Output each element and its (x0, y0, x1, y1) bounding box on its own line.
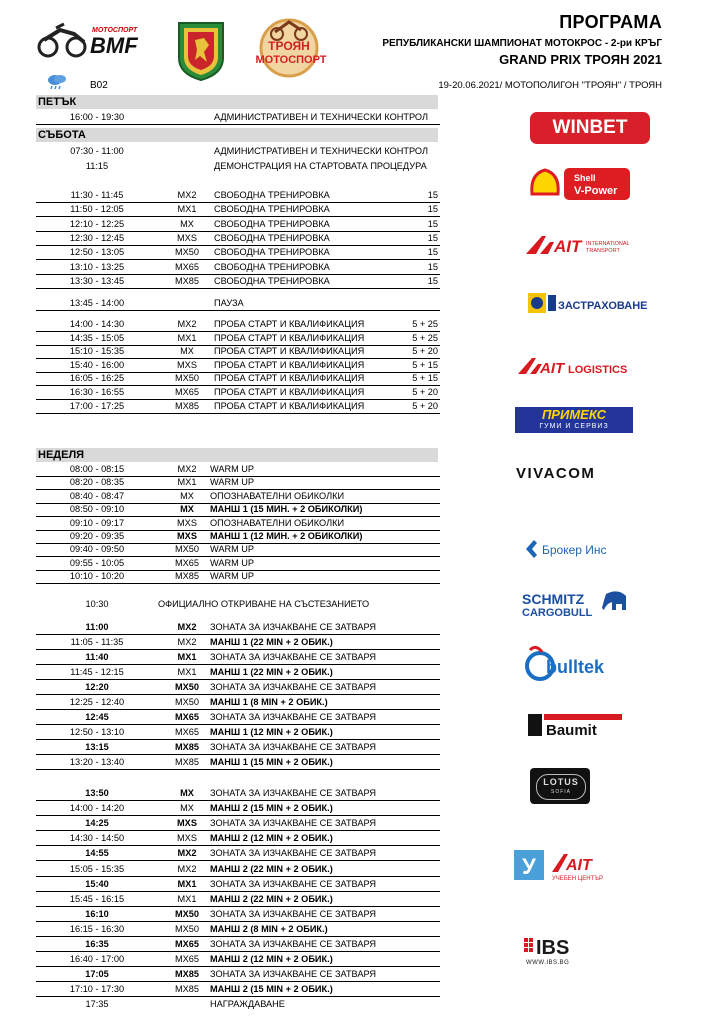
baumit-text: Baumit (546, 722, 597, 739)
cell-class: MX65 (174, 712, 199, 722)
cell-desc: ДЕМОНСТРАЦИЯ НА СТАРТОВАТА ПРОЦЕДУРА (214, 161, 427, 171)
schedule-row (36, 893, 440, 907)
ait-log-name: AIT (540, 360, 565, 377)
schmitz-cargobull-logo (520, 586, 632, 620)
cell-class: MX50 (174, 682, 199, 692)
cell-time: 14:30 - 14:50 (69, 833, 125, 844)
schedule-row (36, 275, 440, 289)
schedule-row (36, 621, 440, 635)
cell-class: MX50 (174, 908, 199, 919)
cell-minutes: 15 (427, 275, 438, 286)
day-header-friday: ПЕТЪК (36, 95, 438, 109)
cell-desc: МАНШ 1 (22 MIN + 2 ОБИК.) (210, 667, 333, 677)
cargobull-text: CARGOBULL (522, 607, 593, 619)
schedule-row (36, 543, 440, 557)
cell-class: MX2 (177, 863, 197, 874)
cell-time: 13:15 (85, 742, 109, 752)
cell-time: 15:45 - 16:15 (69, 893, 125, 904)
cell-class: MX65 (174, 261, 199, 272)
cell-class: MX85 (174, 742, 199, 752)
primeks-sub: ГУМИ И СЕРВИЗ (539, 423, 609, 430)
cell-desc: ОФИЦИАЛНО ОТКРИВАНЕ НА СЪСТЕЗАНИЕТО (158, 599, 370, 609)
cell-minutes: 5 + 25 (412, 319, 438, 329)
cell-desc: МАНШ 1 (22 MIN + 2 ОБИК.) (210, 637, 333, 647)
cell-desc: ПРОБА СТАРТ И КВАЛИФИКАЦИЯ (214, 346, 365, 357)
cell-minutes: 15 (427, 204, 438, 215)
cell-desc: МАНШ 2 (8 MIN + 2 ОБИК.) (210, 923, 328, 934)
cell-time: 09:40 - 09:50 (69, 544, 125, 555)
ait-edu-text: УЧЕБЕН ЦЕНТЪР (552, 876, 603, 882)
cell-class: MX (180, 346, 194, 357)
weather-code: B02 (90, 80, 108, 91)
cell-class: MX1 (177, 332, 197, 343)
zastrahovane-text: ЗАСТРАХОВАНЕ (558, 300, 648, 312)
cell-desc: ПРОБА СТАРТ И КВАЛИФИКАЦИЯ (214, 319, 365, 329)
cell-class: MX65 (174, 954, 199, 965)
cell-class: MX2 (177, 637, 197, 647)
cell-minutes: 5 + 15 (412, 359, 438, 370)
cell-desc: ОПОЗНАВАТЕЛНИ ОБИКОЛКИ (210, 490, 345, 501)
schmitz-text: SCHMITZ (522, 591, 585, 607)
schedule-row (36, 261, 440, 275)
primeks-logo (515, 407, 633, 433)
ibs-logo (524, 930, 604, 968)
cell-time: 13:30 - 13:45 (69, 275, 125, 286)
cell-time: 09:10 - 09:17 (69, 517, 125, 528)
cell-desc: СВОБОДНА ТРЕНИРОВКА (214, 232, 330, 243)
cell-class: MX65 (174, 557, 199, 568)
bmf-small-text: МОТОСПОРТ (92, 27, 138, 34)
cell-time: 16:30 - 16:55 (69, 387, 125, 397)
cell-desc: WARM UP (210, 544, 255, 555)
cell-time: 14:35 - 15:05 (69, 332, 125, 343)
cell-class: MX (180, 504, 194, 515)
schedule-row (36, 953, 440, 967)
schedule-row (36, 246, 440, 260)
zastrahovane-logo (528, 291, 648, 315)
cell-class: MX2 (177, 464, 197, 474)
schedule-row (36, 696, 440, 710)
cell-time: 11:30 - 11:45 (70, 190, 124, 200)
page-title: ПРОГРАМА (559, 12, 662, 32)
cell-desc: СВОБОДНА ТРЕНИРОВКА (214, 190, 330, 200)
cell-desc: СВОБОДНА ТРЕНИРОВКА (214, 204, 330, 215)
cell-time: 17:35 (85, 999, 109, 1009)
cell-desc: СВОБОДНА ТРЕНИРОВКА (214, 247, 330, 258)
cell-class: MX50 (174, 373, 199, 384)
cell-time: 14:25 (85, 818, 109, 829)
vivacom-text: VIVACOM (516, 465, 596, 482)
cell-minutes: 15 (427, 261, 438, 272)
cell-time: 14:55 (85, 848, 109, 859)
schedule-row (36, 878, 440, 892)
day-header-sunday: НЕДЕЛЯ (36, 448, 438, 462)
opening-row (36, 598, 440, 611)
schedule-row (36, 517, 440, 531)
cell-class: MX85 (174, 275, 199, 286)
schedule-row (36, 711, 440, 725)
cell-time: 12:50 - 13:10 (69, 727, 125, 737)
cell-desc: ОПОЗНАВАТЕЛНИ ОБИКОЛКИ (210, 517, 345, 528)
cell-desc: ЗОНАТА ЗА ИЗЧАКВАНЕ СЕ ЗАТВАРЯ (210, 742, 377, 752)
cell-time: 16:35 (85, 939, 109, 949)
cell-desc: МАНШ 2 (22 MIN + 2 ОБИК.) (210, 893, 333, 904)
primeks-text: ПРИМЕКС (541, 407, 607, 422)
winbet-logo (530, 112, 650, 144)
schedule-row (36, 232, 440, 246)
cell-desc: ЗОНАТА ЗА ИЗЧАКВАНЕ СЕ ЗАТВАРЯ (210, 712, 377, 722)
lotus-text: LOTUS (543, 777, 579, 787)
bulltek-logo (524, 644, 634, 684)
cell-time: 15:10 - 15:35 (69, 346, 125, 357)
cell-time: 11:15 (85, 161, 109, 171)
cell-desc: ЗОНАТА ЗА ИЗЧАКВАНЕ СЕ ЗАТВАРЯ (210, 908, 377, 919)
cell-class: MX85 (174, 984, 199, 995)
cell-time: 08:20 - 08:35 (69, 477, 125, 488)
cell-class: MX65 (174, 727, 199, 737)
cell-time: 13:45 - 14:00 (69, 298, 125, 308)
cell-desc: ЗОНАТА ЗА ИЗЧАКВАНЕ СЕ ЗАТВАРЯ (210, 969, 377, 980)
schedule-row (36, 636, 440, 650)
broker-text: Брокер Инс (542, 543, 607, 557)
ait-education-logo (514, 848, 626, 884)
cell-desc: WARM UP (210, 477, 255, 488)
schedule-row (36, 218, 440, 232)
cell-time: 14:00 - 14:30 (69, 319, 125, 329)
schedule-row (36, 400, 440, 414)
cell-desc: МАНШ 2 (15 MIN + 2 ОБИК.) (210, 803, 333, 814)
cell-class: MX (180, 803, 194, 814)
cell-class: MX1 (177, 652, 197, 662)
cell-class: MX (180, 490, 194, 501)
schedule-row (36, 203, 440, 217)
cell-desc: ПРОБА СТАРТ И КВАЛИФИКАЦИЯ (214, 359, 365, 370)
cell-time: 17:05 (85, 969, 109, 980)
cell-time: 08:40 - 08:47 (69, 490, 125, 501)
vivacom-logo (516, 465, 636, 485)
bmf-text: BMF (90, 33, 138, 58)
cell-time: 09:20 - 09:35 (69, 531, 125, 541)
schedule-row (36, 666, 440, 680)
cell-time: 07:30 - 11:00 (70, 146, 124, 156)
cell-class: MX50 (174, 923, 199, 934)
cell-time: 16:40 - 17:00 (69, 954, 125, 965)
pause-row (36, 297, 440, 311)
cell-desc: ПРОБА СТАРТ И КВАЛИФИКАЦИЯ (214, 332, 365, 343)
cell-time: 17:10 - 17:30 (69, 984, 125, 995)
cell-class: MX (180, 788, 194, 798)
schedule-row (36, 756, 440, 770)
schedule-row (36, 490, 440, 504)
cell-desc: ПРОБА СТАРТ И КВАЛИФИКАЦИЯ (214, 387, 365, 397)
cell-minutes: 5 + 20 (412, 387, 438, 397)
ait-edu-name: AIT (566, 857, 592, 874)
schedule-row (36, 189, 440, 203)
cell-class: MXS (177, 232, 197, 243)
cell-class: MXS (177, 531, 197, 541)
cell-minutes: 5 + 20 (412, 400, 438, 411)
cell-minutes: 5 + 20 (412, 346, 438, 357)
lotus-sofia-logo (530, 768, 590, 804)
schedule-row (36, 968, 440, 982)
troyan-motosport-logo (247, 14, 331, 80)
bmf-logo (34, 20, 164, 60)
cell-desc: НАГРАЖДАВАНЕ (210, 999, 285, 1009)
cell-time: 10:10 - 10:20 (69, 571, 125, 582)
cell-class: MX65 (174, 939, 199, 949)
schedule-row (36, 651, 440, 665)
cell-desc: ПАУЗА (214, 298, 244, 308)
rain-cloud-icon (46, 74, 68, 95)
cell-time: 11:45 - 12:15 (70, 667, 124, 677)
cell-desc: СВОБОДНА ТРЕНИРОВКА (214, 261, 330, 272)
schedule-row (36, 359, 440, 373)
cell-desc: ЗОНАТА ЗА ИЗЧАКВАНЕ СЕ ЗАТВАРЯ (210, 682, 377, 692)
cell-time: 11:05 - 11:35 (70, 637, 124, 647)
cell-time: 12:45 (85, 712, 109, 722)
cell-class: MX85 (174, 969, 199, 980)
schedule-row (36, 557, 440, 571)
cell-time: 08:50 - 09:10 (69, 504, 125, 515)
bulltek-text: bulltek (546, 657, 605, 677)
cell-desc: ЗОНАТА ЗА ИЗЧАКВАНЕ СЕ ЗАТВАРЯ (210, 878, 377, 889)
cell-class: MX1 (177, 477, 197, 488)
cell-time: 12:20 (85, 682, 109, 692)
cell-class: MX2 (177, 319, 197, 329)
cell-time: 13:20 - 13:40 (69, 757, 125, 767)
cell-desc: СВОБОДНА ТРЕНИРОВКА (214, 275, 330, 286)
schedule-row (36, 847, 440, 861)
schedule-row (36, 386, 440, 400)
ait-sub1: INTERNATIONAL (586, 241, 630, 247)
cell-time: 17:00 - 17:25 (69, 400, 125, 411)
cell-time: 13:50 (85, 788, 109, 798)
cell-minutes: 15 (427, 190, 438, 200)
cell-time: 11:50 - 12:05 (70, 204, 124, 215)
schedule-row (36, 741, 440, 755)
schedule-row (36, 372, 440, 386)
schedule-row (36, 145, 440, 158)
cell-desc: WARM UP (210, 464, 255, 474)
cell-class: MX85 (174, 571, 199, 582)
cell-desc: АДМИНИСТРАТИВЕН И ТЕХНИЧЕСКИ КОНТРОЛ (214, 112, 428, 122)
baumit-logo (528, 712, 624, 738)
cell-class: MX1 (177, 667, 197, 677)
cell-time: 13:10 - 13:25 (69, 261, 125, 272)
cell-desc: ПРОБА СТАРТ И КВАЛИФИКАЦИЯ (214, 400, 365, 411)
schedule-row (36, 503, 440, 517)
cell-class: MX50 (174, 247, 199, 258)
shell-logo (528, 164, 632, 204)
cell-class: MXS (177, 818, 197, 829)
cell-time: 12:50 - 13:05 (69, 247, 125, 258)
cell-desc: МАНШ 2 (15 MIN + 2 ОБИК.) (210, 984, 333, 995)
cell-desc: WARM UP (210, 571, 255, 582)
schedule-row (36, 463, 440, 477)
schedule-row (36, 570, 440, 584)
cell-desc: МАНШ 2 (22 MIN + 2 ОБИК.) (210, 863, 333, 874)
shell-text: Shell (574, 173, 596, 183)
cell-class: MX2 (177, 848, 197, 859)
cell-desc: МАНШ 1 (15 МИН. + 2 ОБИКОЛКИ) (210, 504, 363, 515)
schedule-row (36, 923, 440, 937)
cell-desc: ЗОНАТА ЗА ИЗЧАКВАНЕ СЕ ЗАТВАРЯ (210, 652, 377, 662)
troyan-coat-of-arms (176, 20, 226, 82)
svg-text:У: У (522, 854, 536, 879)
cell-time: 10:30 (85, 599, 109, 609)
schedule-row (36, 787, 440, 801)
cell-class: MX1 (177, 893, 197, 904)
cell-desc: ПРОБА СТАРТ И КВАЛИФИКАЦИЯ (214, 373, 365, 384)
ait-sub2: TRANSPORT (586, 248, 620, 254)
cell-minutes: 15 (427, 247, 438, 258)
cell-time: 14:00 - 14:20 (69, 803, 125, 814)
cell-desc: СВОБОДНА ТРЕНИРОВКА (214, 218, 330, 229)
cell-desc: ЗОНАТА ЗА ИЗЧАКВАНЕ СЕ ЗАТВАРЯ (210, 622, 377, 632)
cell-time: 15:40 - 16:00 (69, 359, 125, 370)
cell-minutes: 5 + 15 (412, 373, 438, 384)
schedule-row (36, 908, 440, 922)
cell-desc: МАНШ 1 (8 MIN + 2 ОБИК.) (210, 697, 328, 707)
cell-desc: МАНШ 1 (12 MIN + 2 ОБИК.) (210, 727, 333, 737)
cell-time: 15:40 (85, 878, 109, 889)
cell-desc: МАНШ 1 (15 MIN + 2 ОБИК.) (210, 757, 333, 767)
cell-time: 12:10 - 12:25 (69, 218, 125, 229)
cell-class: MXS (177, 359, 197, 370)
cell-time: 16:10 (85, 908, 109, 919)
cell-class: MXS (177, 833, 197, 844)
schedule-row (36, 160, 440, 173)
event-title: GRAND PRIX ТРОЯН 2021 (499, 52, 662, 67)
page-subtitle: РЕПУБЛИКАНСКИ ШАМПИОНАТ МОТОКРОС - 2-ри КРЪГ (382, 38, 662, 49)
day-header-saturday: СЪБОТА (36, 128, 438, 142)
lotus-sofia-text: SOFIA (550, 789, 571, 795)
cell-time: 12:30 - 12:45 (69, 232, 125, 243)
ait-text: AIT (554, 237, 582, 256)
schedule-row (36, 111, 440, 125)
cell-minutes: 15 (427, 218, 438, 229)
schedule-row (36, 832, 440, 846)
schedule-row (36, 318, 440, 332)
cell-time: 09:55 - 10:05 (69, 557, 125, 568)
schedule-row (36, 530, 440, 544)
cell-desc: ЗОНАТА ЗА ИЗЧАКВАНЕ СЕ ЗАТВАРЯ (210, 818, 377, 829)
cell-class: MX65 (174, 387, 199, 397)
schedule-row (36, 726, 440, 740)
ait-transport-logo (524, 232, 634, 258)
broker-ins-logo (524, 538, 634, 560)
ait-logistics-logo (516, 354, 632, 378)
cell-desc: ЗОНАТА ЗА ИЗЧАКВАНЕ СЕ ЗАТВАРЯ (210, 939, 377, 949)
schedule-row (36, 345, 440, 359)
schedule-row (36, 681, 440, 695)
cell-desc: WARM UP (210, 557, 255, 568)
cell-time: 12:25 - 12:40 (69, 697, 125, 707)
cell-class: MX1 (177, 204, 197, 215)
cell-class: MXS (177, 517, 197, 528)
cell-time: 16:05 - 16:25 (69, 373, 125, 384)
cell-desc: АДМИНИСТРАТИВЕН И ТЕХНИЧЕСКИ КОНТРОЛ (214, 146, 428, 156)
schedule-row (36, 817, 440, 831)
cell-time: 16:15 - 16:30 (69, 923, 125, 934)
cell-time: 08:00 - 08:15 (69, 464, 125, 474)
logistics-text: LOGISTICS (568, 364, 628, 376)
cell-desc: ЗОНАТА ЗА ИЗЧАКВАНЕ СЕ ЗАТВАРЯ (210, 788, 377, 798)
motosport-text: МОТОСПОРТ (255, 54, 327, 66)
schedule-row (36, 476, 440, 490)
ibs-url: WWW.IBS.BG (526, 960, 570, 966)
cell-class: MX2 (177, 622, 197, 632)
vpower-text: V-Power (574, 185, 618, 197)
cell-class: MX (180, 218, 194, 229)
cell-class: MX85 (174, 757, 199, 767)
cell-time: 11:40 (85, 652, 109, 662)
schedule-row (36, 863, 440, 877)
schedule-row (36, 802, 440, 816)
cell-class: MX50 (174, 544, 199, 555)
cell-time: 11:00 (85, 622, 109, 632)
schedule-row (36, 938, 440, 952)
cell-desc: МАНШ 2 (12 MIN + 2 ОБИК.) (210, 833, 333, 844)
schedule-row (36, 983, 440, 997)
cell-minutes: 15 (427, 232, 438, 243)
award-row (36, 998, 440, 1011)
cell-class: MX1 (177, 878, 197, 889)
schedule-row (36, 332, 440, 346)
cell-class: MX50 (174, 697, 199, 707)
cell-class: MX2 (177, 190, 197, 200)
cell-desc: МАНШ 1 (12 МИН. + 2 ОБИКОЛКИ) (210, 531, 363, 541)
cell-time: 15:05 - 15:35 (69, 863, 125, 874)
cell-minutes: 5 + 25 (412, 332, 438, 343)
cell-time: 16:00 - 19:30 (69, 112, 125, 122)
troyan-text: ТРОЯН (268, 39, 310, 53)
winbet-text: WINBET (530, 112, 650, 144)
cell-desc: ЗОНАТА ЗА ИЗЧАКВАНЕ СЕ ЗАТВАРЯ (210, 848, 377, 859)
date-place: 19-20.06.2021/ МОТОПОЛИГОН "ТРОЯН" / ТРОЯН (438, 80, 662, 91)
cell-desc: МАНШ 2 (12 MIN + 2 ОБИК.) (210, 954, 333, 965)
ibs-text: IBS (536, 937, 570, 959)
cell-class: MX85 (174, 400, 199, 411)
